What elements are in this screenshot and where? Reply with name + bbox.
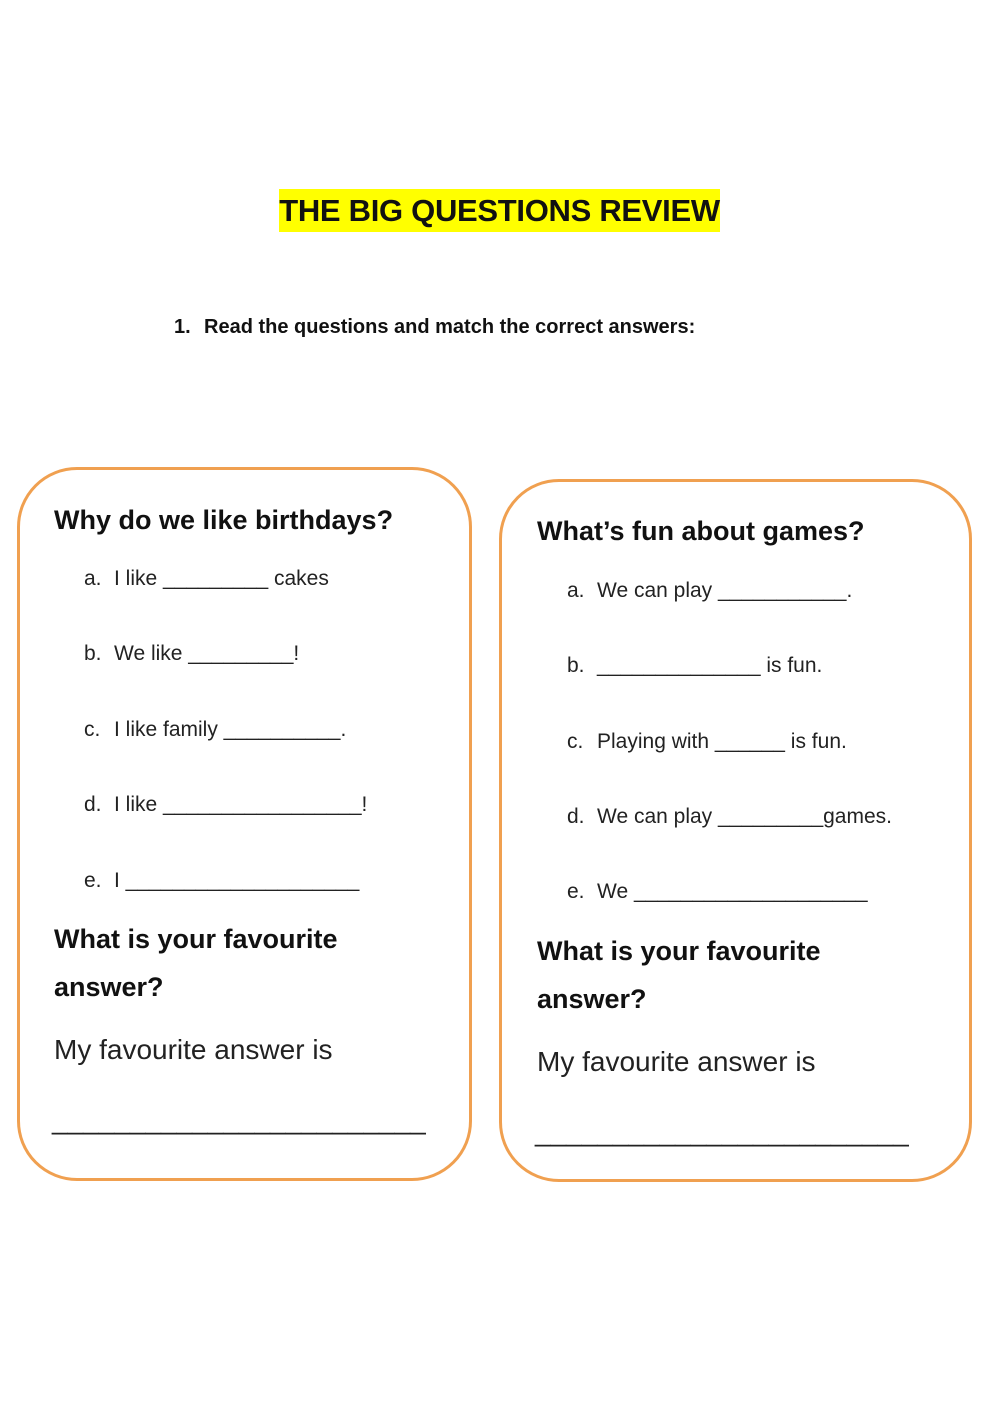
item-letter: a. <box>84 567 102 590</box>
page-title: THE BIG QUESTIONS REVIEW <box>279 189 720 232</box>
list-item <box>84 640 299 668</box>
item-letter: c. <box>84 718 101 741</box>
item-letter: d. <box>567 805 585 828</box>
item-letter: e. <box>567 880 585 903</box>
list-item <box>567 878 868 906</box>
instruction-text: Read the questions and match the correct answers: <box>204 316 696 338</box>
item-text: We like _________! <box>114 642 300 665</box>
item-letter: e. <box>84 869 102 892</box>
item-text: We can play ___________. <box>597 579 853 602</box>
list-item <box>84 565 329 593</box>
item-text: We ____________________ <box>597 880 868 903</box>
item-letter: c. <box>567 730 584 753</box>
item-letter: a. <box>567 579 585 602</box>
instruction <box>174 312 695 342</box>
item-text: I like _________ cakes <box>114 567 329 590</box>
list-item <box>84 716 346 744</box>
list-item <box>567 577 852 605</box>
favourite-answer-prompt: My favourite answer is <box>537 1046 816 1077</box>
card-question-games: What’s fun about games? <box>537 516 865 546</box>
list-item <box>84 791 367 819</box>
instruction-number: 1. <box>174 316 191 338</box>
item-text: I like _________________! <box>114 793 368 816</box>
list-item <box>567 803 892 831</box>
item-text: I like family __________. <box>114 718 347 741</box>
item-letter: b. <box>567 654 585 677</box>
item-letter: b. <box>84 642 102 665</box>
item-text: I ____________________ <box>114 869 360 892</box>
item-text: Playing with ______ is fun. <box>597 730 847 753</box>
list-item <box>84 867 359 895</box>
card-question-birthdays: Why do we like birthdays? <box>54 505 394 535</box>
item-text: ______________ is fun. <box>597 654 823 677</box>
answer-blank-line: ________________________ <box>535 1116 909 1147</box>
favourite-answer-prompt: My favourite answer is <box>54 1034 333 1065</box>
item-letter: d. <box>84 793 102 816</box>
list-item <box>567 728 847 756</box>
favourite-question: What is your favourite answer? <box>537 936 821 1014</box>
list-item <box>567 652 822 680</box>
answer-blank-line: ________________________ <box>52 1104 426 1135</box>
item-text: We can play _________games. <box>597 805 892 828</box>
favourite-question: What is your favourite answer? <box>54 924 338 1002</box>
